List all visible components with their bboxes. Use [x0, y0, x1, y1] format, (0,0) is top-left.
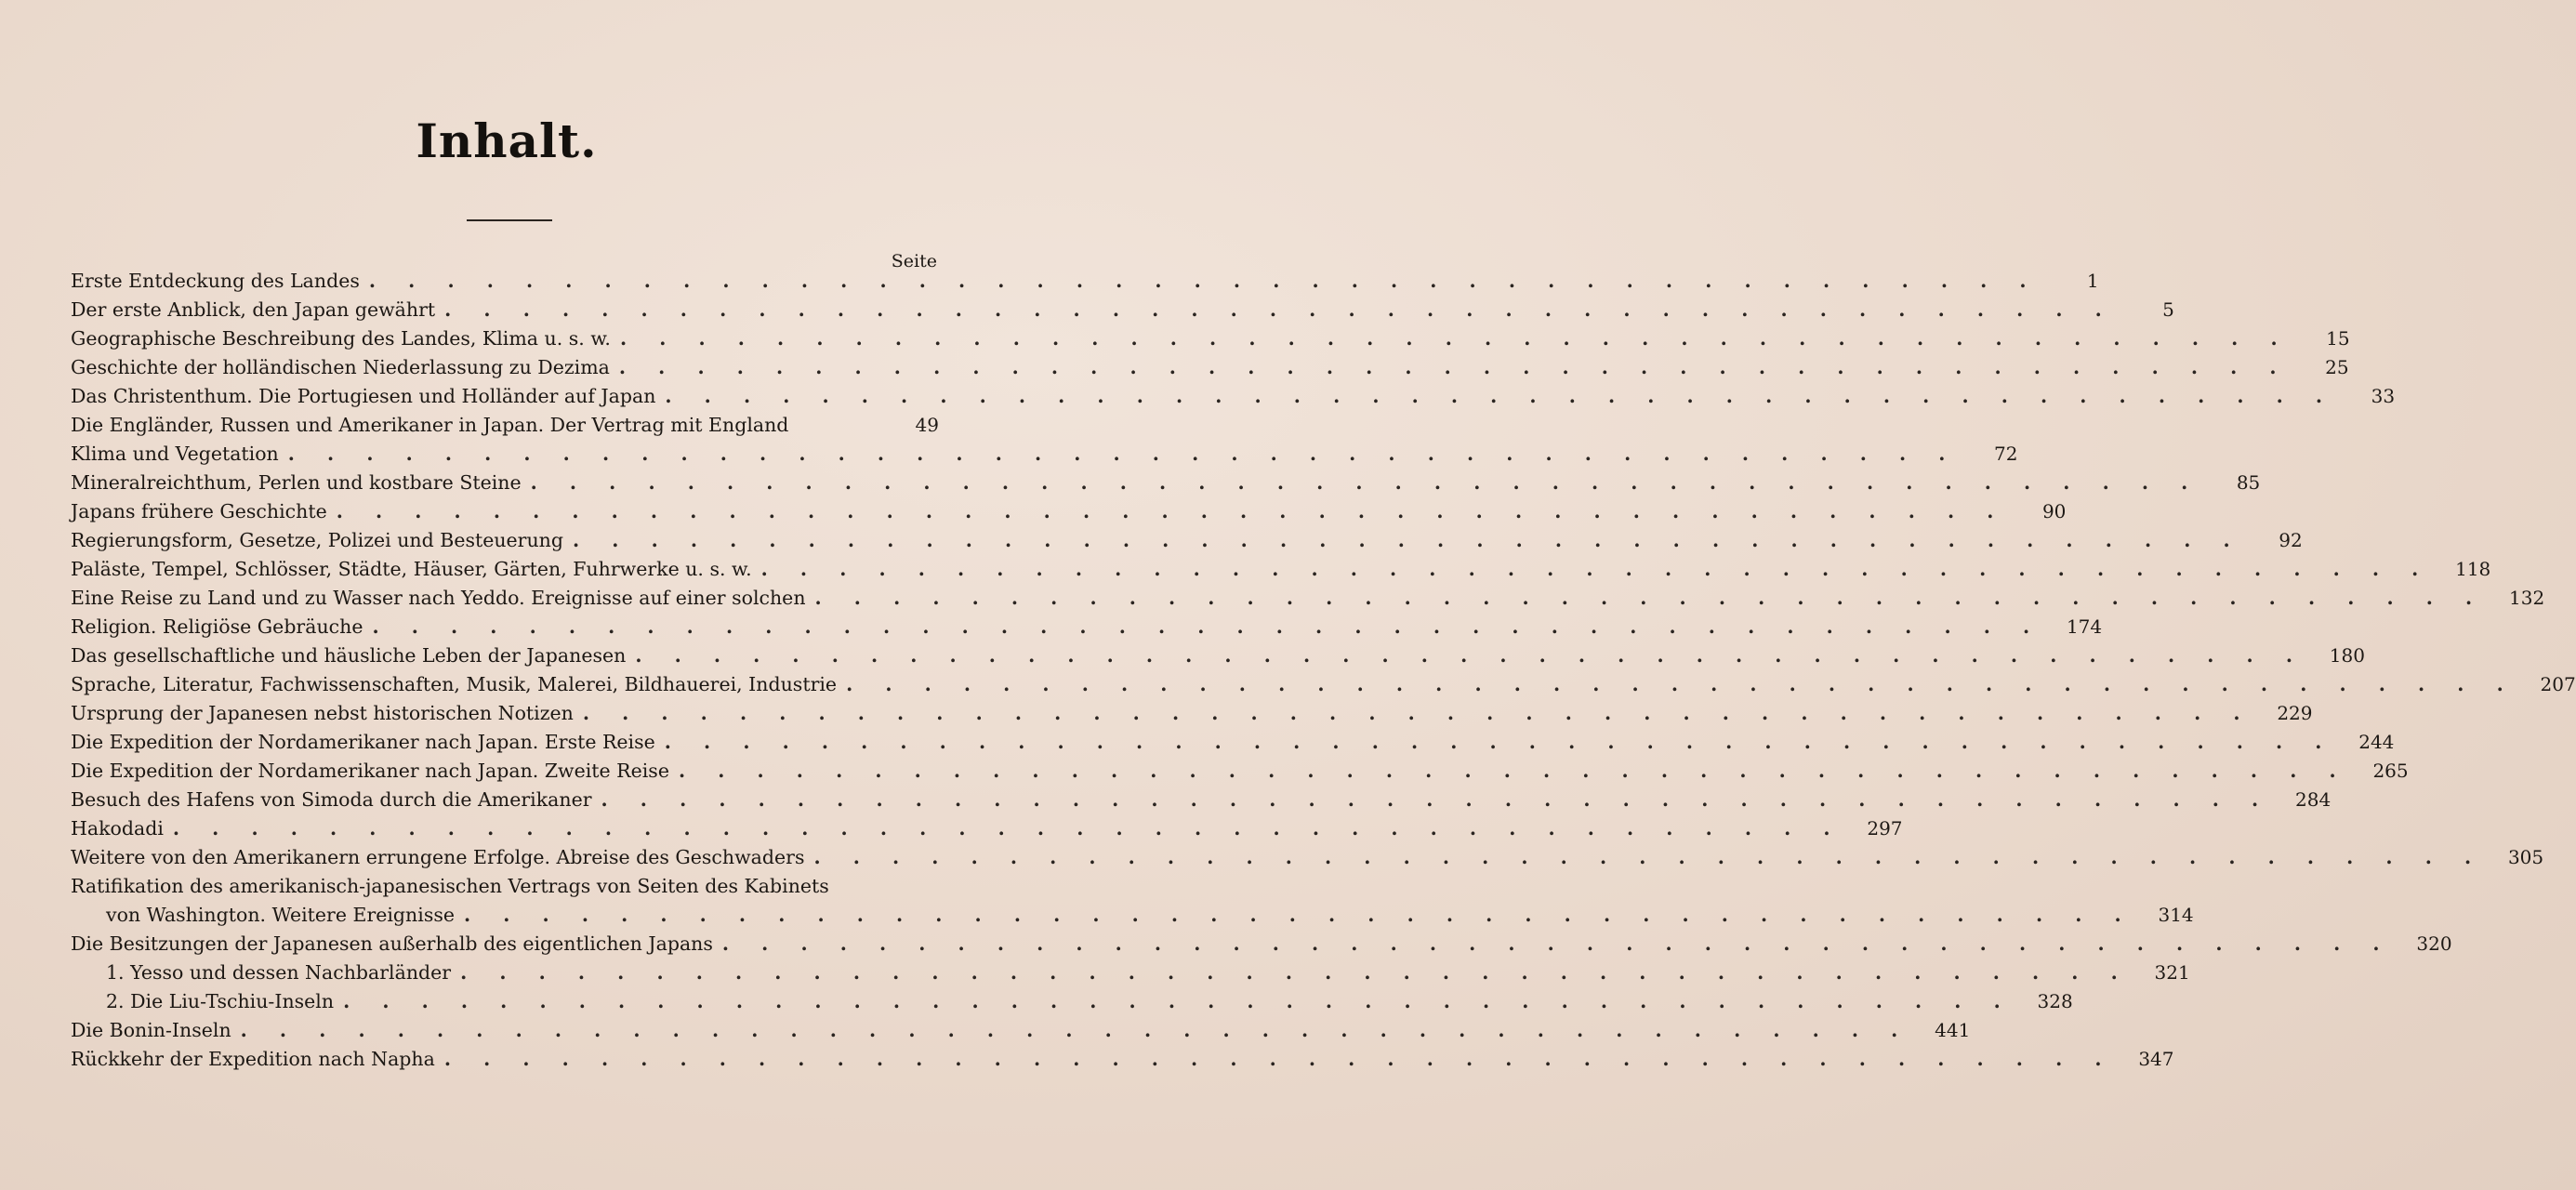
- toc-entry-title: Das gesellschaftliche und häusliche Leben der Japanesen: [71, 644, 627, 667]
- leader-dots: [655, 382, 2335, 411]
- toc-entry: [71, 843, 2544, 872]
- toc-entry: [71, 353, 2349, 382]
- toc-entry-page: 85: [2236, 471, 2261, 494]
- toc-entry-title: Klima und Vegetation: [71, 443, 279, 465]
- toc-entry-title: Geschichte der holländischen Niederlassung zu Dezima: [71, 356, 610, 378]
- toc-entry-page: 33: [2371, 385, 2396, 407]
- leader-dots: [574, 699, 2253, 728]
- toc-entry-page: 180: [2329, 644, 2365, 667]
- toc-entry: [71, 728, 2395, 757]
- page-title: Inhalt.: [416, 113, 598, 168]
- toc-entry: [71, 641, 2365, 670]
- toc-entry: [71, 786, 2332, 814]
- toc-entry-page: 174: [2066, 615, 2103, 638]
- toc-entry-page: 441: [1935, 1019, 1971, 1041]
- toc-entry: [71, 324, 2350, 353]
- toc-entry-page: 92: [2279, 529, 2303, 551]
- toc-entry: [71, 930, 2452, 959]
- toc-entry-title: Die Expedition der Nordamerikaner nach Japan. Zweite Reise: [71, 760, 669, 782]
- toc-entry: [71, 555, 2491, 584]
- toc-entry: [71, 814, 1903, 843]
- leader-dots: [451, 959, 2131, 987]
- toc-entry-title: 1. Yesso und dessen Nachbarländer: [106, 961, 452, 984]
- toc-entry-title: von Washington. Weitere Ereignisse: [106, 904, 455, 926]
- toc-entry-title: Japans frühere Geschichte: [71, 500, 327, 522]
- leader-dots: [592, 786, 2272, 814]
- leader-dots: [752, 555, 2432, 584]
- toc-entry-page: 49: [915, 414, 939, 436]
- toc-entry-title: Eine Reise zu Land und zu Wasser nach Yeddo. Ereignisse auf einer solchen: [71, 587, 806, 609]
- toc-entry: [71, 526, 2303, 555]
- toc-entry: [71, 1016, 1971, 1045]
- toc-entry-page: 5: [2162, 298, 2174, 321]
- toc-entry: [71, 296, 2174, 324]
- leader-dots: [327, 497, 2007, 526]
- toc-entry-continuation: [71, 901, 2194, 930]
- toc-entry-title: Das Christenthum. Die Portugiesen und Holländer auf Japan: [71, 385, 656, 407]
- leader-dots: [563, 526, 2243, 555]
- toc-entry-page: 72: [1993, 443, 2018, 465]
- toc-entry: [71, 382, 2396, 411]
- toc-entry-title: 2. Die Liu-Tschiu-Inseln: [106, 990, 335, 1012]
- leader-dots: [611, 324, 2291, 353]
- toc-entry-title: Regierungsform, Gesetze, Polizei und Besteuerung: [71, 529, 564, 551]
- toc-entry-page: 297: [1867, 817, 1903, 840]
- toc-entry-title: Ratifikation des amerikanisch-japanesischen Vertrags von Seiten des Kabinets: [71, 875, 829, 897]
- toc-entry-page: 314: [2158, 904, 2194, 926]
- toc-entry-page: 25: [2325, 356, 2349, 378]
- toc-entry-page: 118: [2455, 558, 2491, 580]
- leader-dots: [837, 670, 2517, 699]
- toc-entry-page: 347: [2138, 1048, 2174, 1070]
- toc-entry: [71, 670, 2576, 699]
- toc-entry-page: 90: [2041, 500, 2067, 522]
- leader-dots: [360, 267, 2040, 296]
- title-divider: [467, 219, 552, 221]
- toc-subentry: [71, 959, 2190, 987]
- toc-entry-title: Die Engländer, Russen und Amerikaner in Japan. Der Vertrag mit England: [71, 414, 789, 436]
- toc-entry: [71, 613, 2103, 641]
- toc-entry-title: Ursprung der Japanesen nebst historischen Notizen: [71, 702, 574, 724]
- toc-entry-page: 321: [2154, 961, 2190, 984]
- toc-entry-page: 15: [2326, 327, 2350, 350]
- toc-entry-title: Erste Entdeckung des Landes: [71, 270, 360, 292]
- toc-entry-page: 1: [2086, 270, 2099, 292]
- toc-entry-title: Mineralreichthum, Perlen und kostbare Steine: [71, 471, 522, 494]
- leader-dots: [231, 1016, 1911, 1045]
- toc-entry: [71, 440, 2018, 469]
- toc-entry: [71, 699, 2313, 728]
- toc-subentry: [71, 987, 2073, 1016]
- toc-entry: [71, 757, 2409, 786]
- leader-dots: [804, 843, 2484, 872]
- toc-entry-page: 284: [2295, 788, 2332, 811]
- toc-entry-page: 328: [2037, 990, 2073, 1012]
- leader-dots: [806, 584, 2486, 613]
- toc-entry-title: Weitere von den Amerikanern errungene Erfolge. Abreise des Geschwaders: [71, 846, 805, 868]
- table-of-contents: [71, 267, 2576, 1074]
- leader-dots: [522, 469, 2201, 497]
- toc-entry-page: 265: [2372, 760, 2409, 782]
- toc-entry-title: Besuch des Hafens von Simoda durch die Amerikaner: [71, 788, 592, 811]
- toc-entry-page: 244: [2358, 731, 2395, 753]
- toc-entry-title: Der erste Anblick, den Japan gewährt: [71, 298, 436, 321]
- toc-entry-title: Sprache, Literatur, Fachwissenschaften, Musik, Malerei, Bildhauerei, Industrie: [71, 673, 838, 695]
- toc-entry-title: Hakodadi: [71, 817, 164, 840]
- leader-dots: [334, 987, 2014, 1016]
- leader-dots: [713, 930, 2393, 959]
- toc-entry: [71, 872, 939, 901]
- toc-entry: [71, 1045, 2174, 1074]
- leader-dots: [435, 296, 2115, 324]
- toc-entry-page: 320: [2416, 932, 2452, 955]
- toc-entry-title: Rückkehr der Expedition nach Napha: [71, 1048, 435, 1070]
- leader-dots: [655, 728, 2335, 757]
- toc-entry-page: 305: [2507, 846, 2544, 868]
- leader-dots: [363, 613, 2042, 641]
- leader-dots: [669, 757, 2349, 786]
- toc-entry: [71, 469, 2261, 497]
- toc-entry-page: 229: [2277, 702, 2313, 724]
- toc-entry: [71, 497, 2067, 526]
- toc-entry-title: Religion. Religiöse Gebräuche: [71, 615, 363, 638]
- toc-entry: [71, 411, 939, 440]
- leader-dots: [455, 901, 2134, 930]
- toc-entry-page: 207: [2540, 673, 2576, 695]
- toc-entry-title: Die Besitzungen der Japanesen außerhalb des eigentlichen Japans: [71, 932, 713, 955]
- leader-dots: [626, 641, 2305, 670]
- page-column-label: Seite: [891, 251, 937, 271]
- toc-entry-title: Geographische Beschreibung des Landes, Klima u. s. w.: [71, 327, 611, 350]
- leader-dots: [279, 440, 1959, 469]
- leader-dots: [164, 814, 1843, 843]
- toc-entry: [71, 267, 2099, 296]
- toc-entry-title: Paläste, Tempel, Schlösser, Städte, Häuser, Gärten, Fuhrwerke u. s. w.: [71, 558, 752, 580]
- leader-dots: [610, 353, 2290, 382]
- leader-dots: [435, 1045, 2115, 1074]
- toc-entry-title: Die Expedition der Nordamerikaner nach Japan. Erste Reise: [71, 731, 655, 753]
- toc-entry-title: Die Bonin-Inseln: [71, 1019, 231, 1041]
- toc-entry-page: 132: [2509, 587, 2545, 609]
- toc-entry: [71, 584, 2545, 613]
